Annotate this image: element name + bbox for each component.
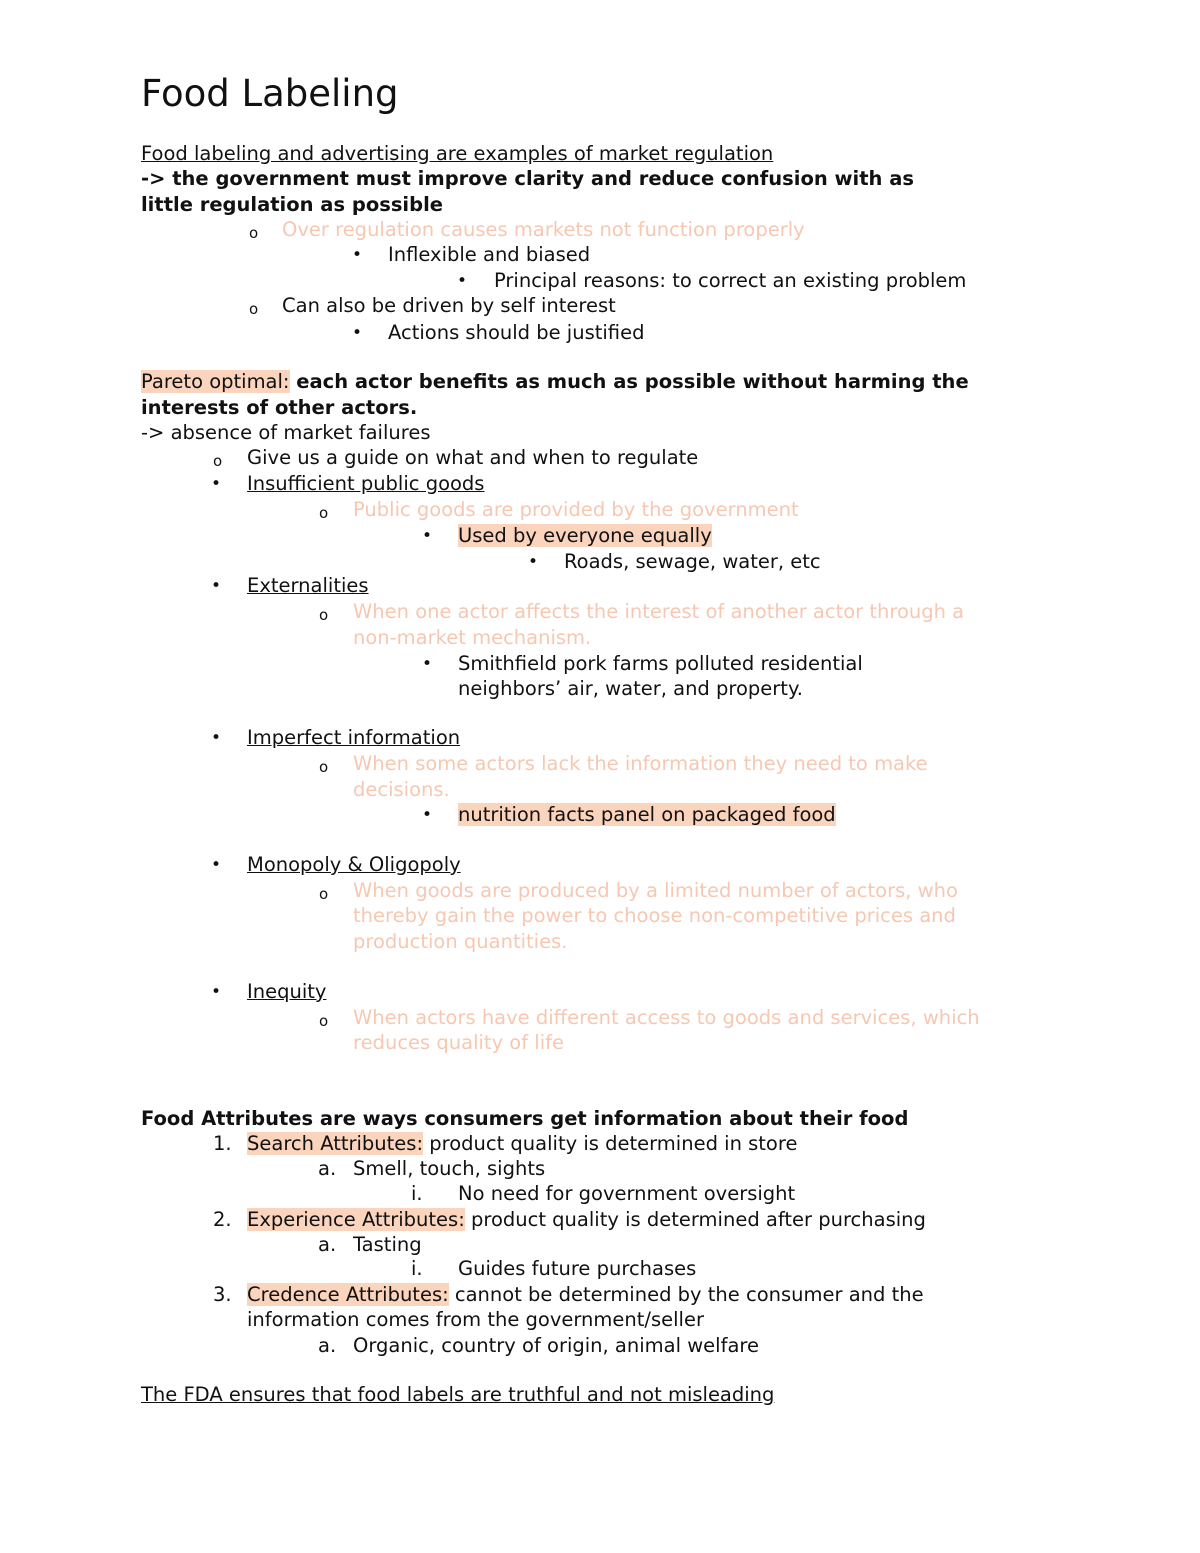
list-marker-circle: o xyxy=(319,504,329,522)
public-goods-heading: Insufficient public goods xyxy=(247,472,485,495)
attribute-sub-sub-item: Guides future purchases xyxy=(458,1257,697,1280)
list-marker-bullet: • xyxy=(211,855,222,875)
pareto-definition-line2: interests of other actors. xyxy=(141,396,418,419)
pareto-term: Pareto optimal: xyxy=(141,370,290,393)
intro-lead-line1: -> the government must improve clarity and reduce confusion with as xyxy=(141,167,914,190)
list-marker-circle: o xyxy=(319,885,329,903)
externalities-heading: Externalities xyxy=(247,574,369,597)
list-roman: i. xyxy=(411,1257,423,1280)
list-marker-bullet: • xyxy=(352,245,363,265)
intro-item1a-i: Principal reasons: to correct an existing problem xyxy=(494,269,967,292)
list-marker-bullet: • xyxy=(211,982,222,1002)
pareto-guide: Give us a guide on what and when to regulate xyxy=(247,446,699,469)
public-goods-example: Roads, sewage, water, etc xyxy=(564,550,821,573)
list-number: 3. xyxy=(213,1283,232,1306)
list-letter: a. xyxy=(318,1157,337,1180)
imperfect-information-definition-line1: When some actors lack the information they need to make xyxy=(353,752,928,775)
list-number: 1. xyxy=(213,1132,232,1155)
intro-item1: Over regulation causes markets not function properly xyxy=(282,218,805,241)
list-roman: i. xyxy=(411,1182,423,1205)
intro-heading: Food labeling and advertising are examples of market regulation xyxy=(141,142,774,165)
list-marker-circle: o xyxy=(319,606,329,624)
pareto-arrow: -> absence of market failures xyxy=(141,421,431,444)
imperfect-information-example-line xyxy=(458,802,836,828)
attribute-term: Credence Attributes: xyxy=(247,1283,449,1306)
attribute-term: Experience Attributes: xyxy=(247,1208,465,1231)
externalities-example-line2: neighbors’ air, water, and property. xyxy=(458,677,803,700)
imperfect-information-definition-line2: decisions. xyxy=(353,778,450,801)
page-title: Food Labeling xyxy=(141,72,399,115)
public-goods-sub-line xyxy=(458,523,712,549)
closing-statement: The FDA ensures that food labels are truthful and not misleading xyxy=(141,1383,775,1406)
attribute-item-credence-line2: information comes from the government/seller xyxy=(247,1308,704,1331)
list-marker-circle: o xyxy=(319,1012,329,1030)
list-marker-bullet: • xyxy=(352,323,363,343)
attribute-sub-sub-item: No need for government oversight xyxy=(458,1182,796,1205)
list-marker-circle: o xyxy=(249,300,259,318)
list-marker-bullet: • xyxy=(211,576,222,596)
list-marker-bullet: • xyxy=(422,654,433,674)
attribute-sub-item: Smell, touch, sights xyxy=(353,1157,546,1180)
public-goods-definition: Public goods are provided by the government xyxy=(353,498,799,521)
list-marker-bullet: • xyxy=(422,805,433,825)
inequity-definition-line1: When actors have different access to goods and services, which xyxy=(353,1006,980,1029)
monopoly-definition-line3: production quantities. xyxy=(353,930,568,953)
attribute-sub-item: Tasting xyxy=(353,1233,422,1256)
attribute-item-search: Search Attributes: product quality is determined in store xyxy=(247,1132,798,1155)
list-marker-bullet: • xyxy=(211,474,222,494)
imperfect-information-heading: Imperfect information xyxy=(247,726,461,749)
attribute-item-credence: Credence Attributes: cannot be determined by the consumer and the xyxy=(247,1283,924,1306)
externalities-definition-line2: non-market mechanism. xyxy=(353,626,592,649)
attribute-item-experience: Experience Attributes: product quality is determined after purchasing xyxy=(247,1208,926,1231)
list-number: 2. xyxy=(213,1208,232,1231)
list-letter: a. xyxy=(318,1334,337,1357)
inequity-definition-line2: reduces quality of life xyxy=(353,1031,564,1054)
externalities-definition-line1: When one actor affects the interest of another actor through a xyxy=(353,600,965,623)
list-marker-bullet: • xyxy=(211,728,222,748)
monopoly-heading: Monopoly & Oligopoly xyxy=(247,853,461,876)
attribute-term: Search Attributes: xyxy=(247,1132,424,1155)
inequity-heading: Inequity xyxy=(247,980,327,1003)
attributes-heading: Food Attributes are ways consumers get information about their food xyxy=(141,1107,909,1130)
list-marker-bullet: • xyxy=(528,552,539,572)
intro-lead-line2: little regulation as possible xyxy=(141,193,443,216)
monopoly-definition-line1: When goods are produced by a limited number of actors, who xyxy=(353,879,958,902)
list-marker-circle: o xyxy=(249,224,259,242)
intro-item2: Can also be driven by self interest xyxy=(282,294,616,317)
imperfect-information-example: nutrition facts panel on packaged food xyxy=(458,803,836,826)
public-goods-sub: Used by everyone equally xyxy=(458,524,712,547)
pareto-definition-line1: Pareto optimal: each actor benefits as much as possible without harming the xyxy=(141,370,969,393)
list-letter: a. xyxy=(318,1233,337,1256)
list-marker-bullet: • xyxy=(422,526,433,546)
monopoly-definition-line2: thereby gain the power to choose non-competitive prices and xyxy=(353,904,956,927)
list-marker-circle: o xyxy=(319,758,329,776)
attribute-sub-item: Organic, country of origin, animal welfare xyxy=(353,1334,759,1357)
list-marker-bullet: • xyxy=(457,271,468,291)
list-marker-circle: o xyxy=(213,452,223,470)
intro-item2a: Actions should be justified xyxy=(388,321,645,344)
intro-item1a: Inflexible and biased xyxy=(388,243,591,266)
externalities-example-line1: Smithfield pork farms polluted residential xyxy=(458,652,863,675)
